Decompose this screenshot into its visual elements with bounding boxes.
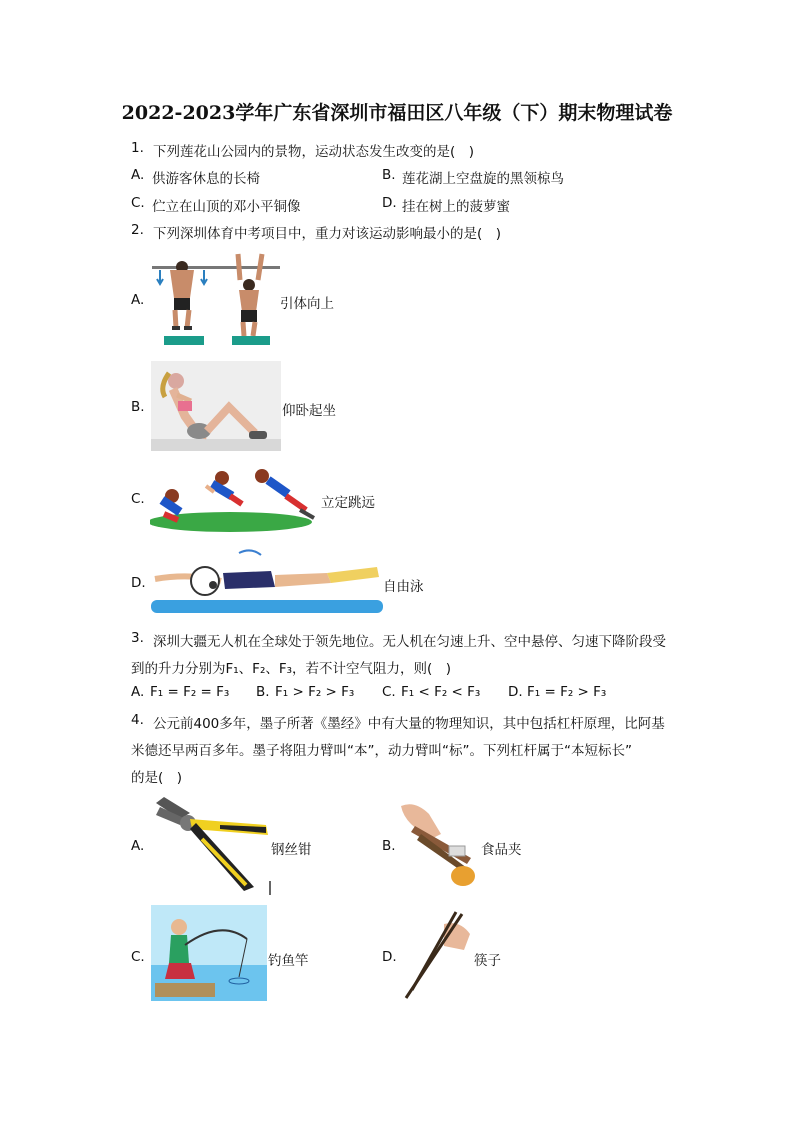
option-text: F₁ > F₂ > F₃: [275, 684, 355, 700]
question-number: 3.: [131, 630, 144, 646]
pull-up-image: [152, 250, 280, 350]
option-key: D.: [131, 575, 146, 591]
option-text: 钓鱼竿: [268, 953, 309, 969]
option-key: A.: [131, 292, 145, 308]
option-text: 仰卧起坐: [282, 403, 336, 419]
fishing-rod-image: [151, 905, 267, 1001]
question-stem: 下列莲花山公园内的景物，运动状态发生改变的是( ): [153, 144, 475, 160]
question-number: 4.: [131, 712, 144, 728]
chopsticks-image: [404, 910, 474, 1000]
question-stem-line: 米德还早两百多年。墨子将阻力臂叫“本”，动力臂叫“标”。下列杠杆属于“本短标长”: [131, 743, 632, 759]
option-text: 伫立在山顶的邓小平铜像: [152, 199, 301, 215]
option-key: A.: [131, 167, 145, 183]
option-key: D.: [508, 684, 523, 700]
option-key: C.: [382, 684, 396, 700]
question-number: 1.: [131, 140, 144, 156]
sit-up-image: [151, 361, 281, 451]
option-text: F₁ < F₂ < F₃: [401, 684, 481, 700]
option-text: F₁ = F₂ > F₃: [527, 684, 607, 700]
option-key: B.: [131, 399, 145, 415]
question-number: 2.: [131, 222, 144, 238]
option-key: A.: [131, 684, 145, 700]
option-text: 自由泳: [383, 579, 424, 595]
option-key: C.: [131, 491, 145, 507]
option-text: 立定跳远: [321, 495, 375, 511]
option-text: 引体向上: [280, 296, 334, 312]
option-key: D.: [382, 949, 397, 965]
standing-long-jump-image: [150, 464, 320, 534]
option-text: 供游客休息的长椅: [152, 171, 260, 187]
option-key: C.: [131, 949, 145, 965]
option-text: F₁ = F₂ = F₃: [150, 684, 230, 700]
option-key: B.: [256, 684, 270, 700]
food-tongs-image: [401, 800, 481, 892]
option-text: 莲花湖上空盘旋的黑领椋鸟: [402, 171, 564, 187]
question-stem-line: 到的升力分别为F₁、F₂、F₃，若不计空气阻力，则( ): [131, 661, 452, 677]
option-key: B.: [382, 838, 396, 854]
option-key: A.: [131, 838, 145, 854]
question-stem: 下列深圳体育中考项目中，重力对该运动影响最小的是( ): [153, 226, 502, 242]
page-title: 2022-2023学年广东省深圳市福田区八年级（下）期末物理试卷: [121, 102, 673, 124]
freestyle-swim-image: [151, 543, 383, 617]
option-text: 筷子: [474, 953, 501, 969]
option-key: D.: [382, 195, 397, 211]
wire-pliers-image: [150, 795, 272, 895]
option-text: 挂在树上的菠萝蜜: [402, 199, 510, 215]
option-key: C.: [131, 195, 145, 211]
option-key: B.: [382, 167, 396, 183]
option-text: 钢丝钳: [271, 842, 312, 858]
question-stem-line: 的是( ): [131, 770, 183, 786]
option-text: 食品夹: [481, 842, 522, 858]
question-stem-line: 深圳大疆无人机在全球处于领先地位。无人机在匀速上升、空中悬停、匀速下降阶段受: [153, 634, 666, 650]
question-stem-line: 公元前400多年，墨子所著《墨经》中有大量的物理知识，其中包括杠杆原理，比阿基: [153, 716, 665, 732]
